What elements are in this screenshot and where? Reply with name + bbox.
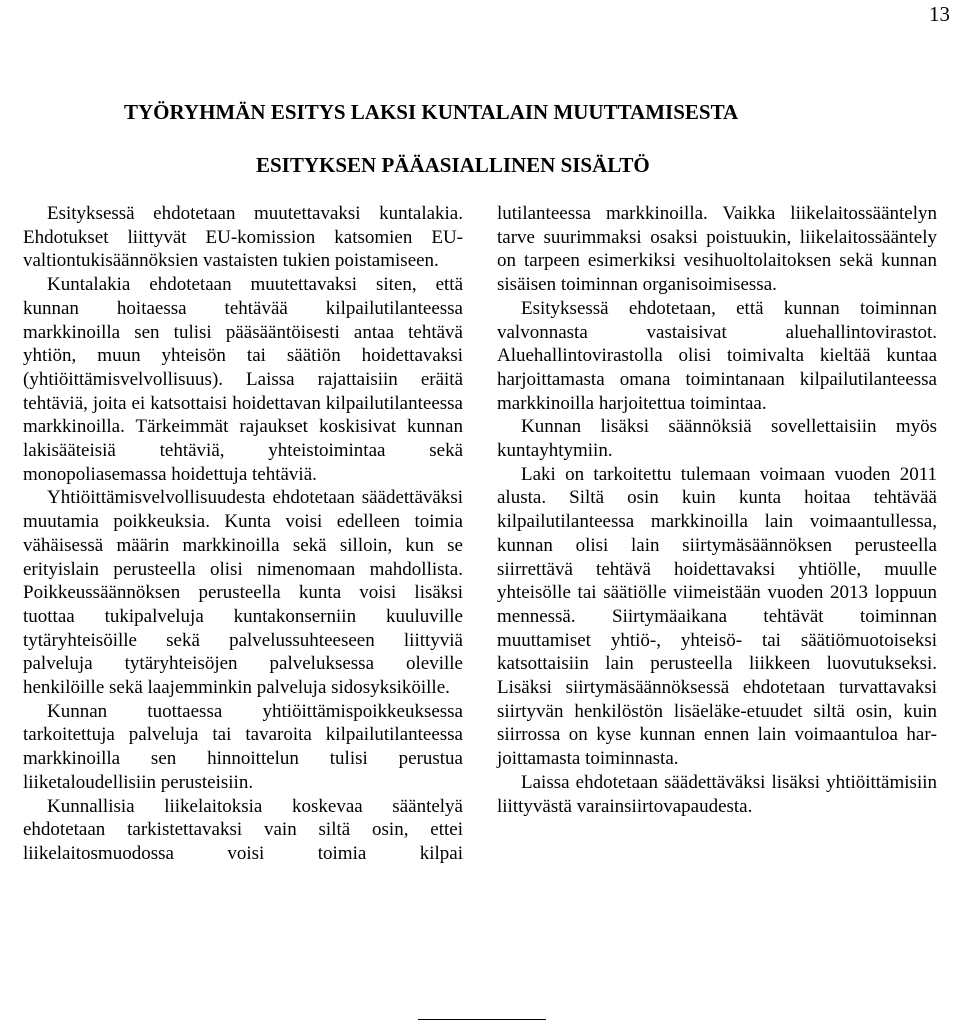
paragraph: Kuntalakia ehdotetaan muutettavaksi siten, että kunnan hoitaessa tehtävää kilpailutilanteessa markkinoilla sen tulisi pääsääntöisesti antaa tehtävä yhtiön, muun yhteisön tai säätiön hoidettavaksi (yhtiöittämisvelvollisuus). Laissa rajattaisiin eräitä tehtäviä, joita ei katsottaisi hoidettavan kilpailutilanteessa markkinoilla. Tärkeimmät rajaukset koskisivat kunnan lakisääteisiä tehtäviä, yhteistoimintaa sekä monopoliasemassa hoidettuja tehtäviä. [23, 274, 463, 485]
paragraph: Laki on tarkoitettu tulemaan voimaan vuoden 2011 alusta. Siltä osin kuin kunta hoitaa tehtävää kilpailutilanteessa markkinoilla lain voimaantullessa, kunnan olisi lain siirtymäsäännöksen perusteella siirrettävä tehtävä hoidettavaksi yhtiölle, muulle yhteisölle tai säätiölle viimeistään vuoden 2013 loppuun mennessä. Siirtymäaikana tehtävät toiminnan muuttamiset yhtiö-, yhteisö- tai säätiömuotoiseksi katsottaisiin lain perusteella liikkeen luovutukseksi. Lisäksi siirtymäsäännöksessä ehdotetaan turvattavaksi siirtyvän henkilöstön lisäeläke-etuudet siltä osin, kuin siirrossa on kyse kunnan ennen lain voimaantuloa harjoittamasta toiminnasta. [497, 463, 937, 770]
paragraph: Laissa ehdotetaan säädettäväksi lisäksi yhtiöittämisiin liittyvästä varainsiirtovapaudesta. [497, 771, 937, 817]
document-title: TYÖRYHMÄN ESITYS LAKSI KUNTALAIN MUUTTAMISESTA [124, 100, 739, 124]
paragraph: Kunnallisia liikelaitoksia koskevaa sääntelyä ehdotetaan tarkistettavaksi vain siltä osin, ettei liikelaitosmuodossa voisi toimia kilpai [23, 795, 463, 864]
paragraph: Yhtiöittämisvelvollisuudesta ehdotetaan säädettäväksi muutamia poikkeuksia. Kunta voisi edelleen toimia vähäisessä määrin markkinoilla sekä silloin, kun se erityislain perusteella olisi nimenomaan mahdollista. Poikkeussäännöksen perusteella kunta voisi lisäksi tuottaa tukipalveluja kuntakonserniin kuuluville tytäryhteisöille sekä palvelussuhteeseen liittyviä palveluja tytäryhteisöjen palveluksessa oleville henkilöille sekä laajemminkin palveluja sidosyksiköille. [23, 487, 463, 699]
paragraph: Kunnan lisäksi säännöksiä sovellettaisiin myös kuntayhtymiin. [497, 416, 937, 462]
footnote-divider [418, 1019, 546, 1020]
left-column [23, 202, 463, 866]
right-column [497, 202, 937, 818]
page-number: 13 [929, 2, 950, 26]
paragraph: Esityksessä ehdotetaan, että kunnan toiminnan valvonnasta vastaisivat aluehallintovirastot. Aluehallintovirastolla olisi toimivalta kieltää kuntaa harjoittamasta omana toimintanaan kilpailutilanteessa markkinoilla harjoitettua toimintaa. [497, 297, 937, 414]
paragraph: lutilanteessa markkinoilla. Vaikka liikelaitossääntelyn tarve suurimmaksi osaksi poistuukin, liikelaitossääntely on tarpeen esimerkiksi vesihuoltolaitoksen sekä kunnan sisäisen toiminnan organisoimisessa. [497, 203, 937, 296]
section-title: ESITYKSEN PÄÄASIALLINEN SISÄLTÖ [256, 153, 650, 177]
paragraph: Esityksessä ehdotetaan muutettavaksi kuntalakia. Ehdotukset liittyvät EU-komission katsomien EU-valtiontukisäännöksien vastaisten tukien poistamiseen. [23, 203, 463, 272]
paragraph: Kunnan tuottaessa yhtiöittämispoikkeuksessa tarkoitettuja palveluja tai tavaroita kilpailutilanteessa markkinoilla sen hinnoittelun tulisi perustua liiketaloudellisiin perusteisiin. [23, 700, 463, 793]
